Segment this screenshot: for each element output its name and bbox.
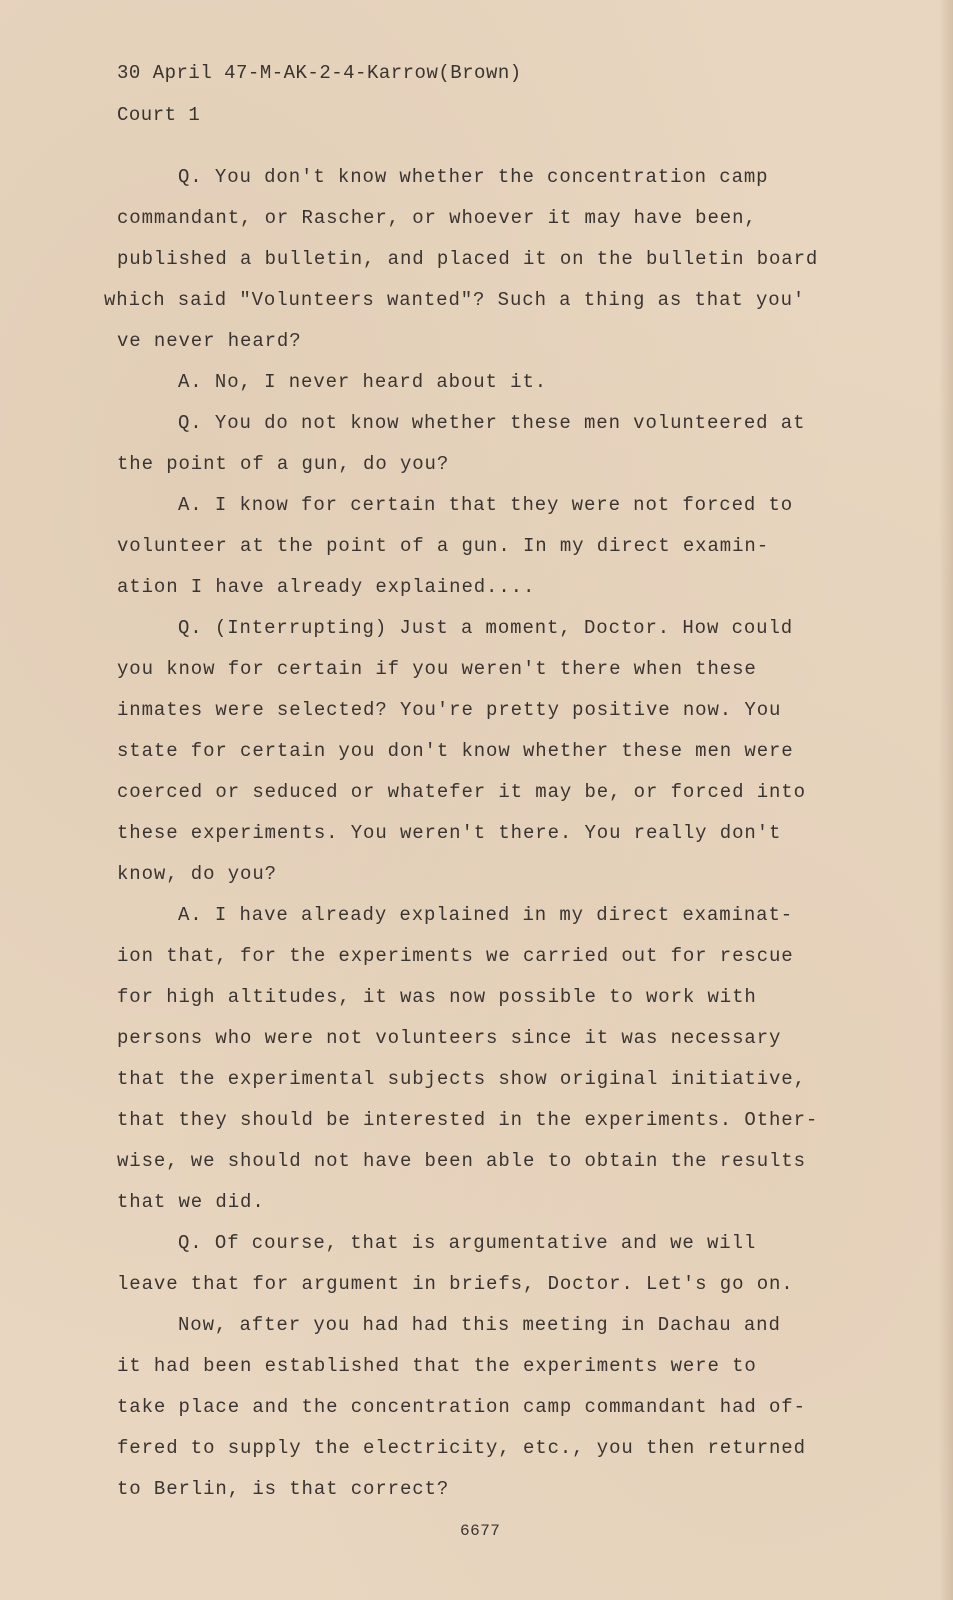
transcript-line: A. I know for certain that they were not forced to <box>178 494 794 516</box>
transcript-line: these experiments. You weren't there. You really don't <box>117 822 782 844</box>
transcript-line: A. I have already explained in my direct examinat- <box>178 904 794 926</box>
transcript-line: which said "Volunteers wanted"? Such a thing as that you' <box>104 289 806 311</box>
transcript-line: take place and the concentration camp commandant had of- <box>117 1396 806 1418</box>
transcript-line: that the experimental subjects show original initiative, <box>117 1068 806 1090</box>
transcript-line: Q. You do not know whether these men volunteered at <box>178 412 806 434</box>
transcript-line: ion that, for the experiments we carried out for rescue <box>117 945 794 967</box>
transcript-line: Q. Of course, that is argumentative and we will <box>178 1232 757 1254</box>
transcript-line: commandant, or Rascher, or whoever it may have been, <box>117 207 757 229</box>
transcript-line: for high altitudes, it was now possible to work with <box>117 986 757 1008</box>
transcript-line: leave that for argument in briefs, Doctor. Let's go on. <box>117 1273 794 1295</box>
transcript-line: Now, after you had had this meeting in Dachau and <box>178 1314 781 1336</box>
transcript-line: state for certain you don't know whether these men were <box>117 740 794 762</box>
transcript-line: that we did. <box>117 1191 265 1213</box>
transcript-line: wise, we should not have been able to obtain the results <box>117 1150 806 1172</box>
transcript-line: published a bulletin, and placed it on the bulletin board <box>117 248 819 270</box>
transcript-line: volunteer at the point of a gun. In my direct examin- <box>117 535 769 557</box>
transcript-line: the point of a gun, do you? <box>117 453 450 475</box>
header-line-1: 30 April 47-M-AK-2-4-Karrow(Brown) <box>117 62 522 84</box>
page-edge <box>939 0 953 1600</box>
transcript-line: A. No, I never heard about it. <box>178 371 548 393</box>
transcript-line: ve never heard? <box>117 330 302 352</box>
transcript-line: coerced or seduced or whatefer it may be, or forced into <box>117 781 806 803</box>
transcript-line: ation I have already explained.... <box>117 576 536 598</box>
transcript-line: Q. (Interrupting) Just a moment, Doctor. How could <box>178 617 794 639</box>
page-number: 6677 <box>460 1522 501 1540</box>
transcript-line: persons who were not volunteers since it was necessary <box>117 1027 782 1049</box>
transcript-line: inmates were selected? You're pretty positive now. You <box>117 699 782 721</box>
transcript-line: that they should be interested in the experiments. Other- <box>117 1109 819 1131</box>
transcript-line: it had been established that the experiments were to <box>117 1355 757 1377</box>
transcript-line: Q. You don't know whether the concentration camp <box>178 166 769 188</box>
transcript-line: fered to supply the electricity, etc., you then returned <box>117 1437 806 1459</box>
transcript-line: to Berlin, is that correct? <box>117 1478 450 1500</box>
transcript-line: you know for certain if you weren't there when these <box>117 658 757 680</box>
transcript-line: know, do you? <box>117 863 277 885</box>
header-line-2: Court 1 <box>117 104 201 126</box>
